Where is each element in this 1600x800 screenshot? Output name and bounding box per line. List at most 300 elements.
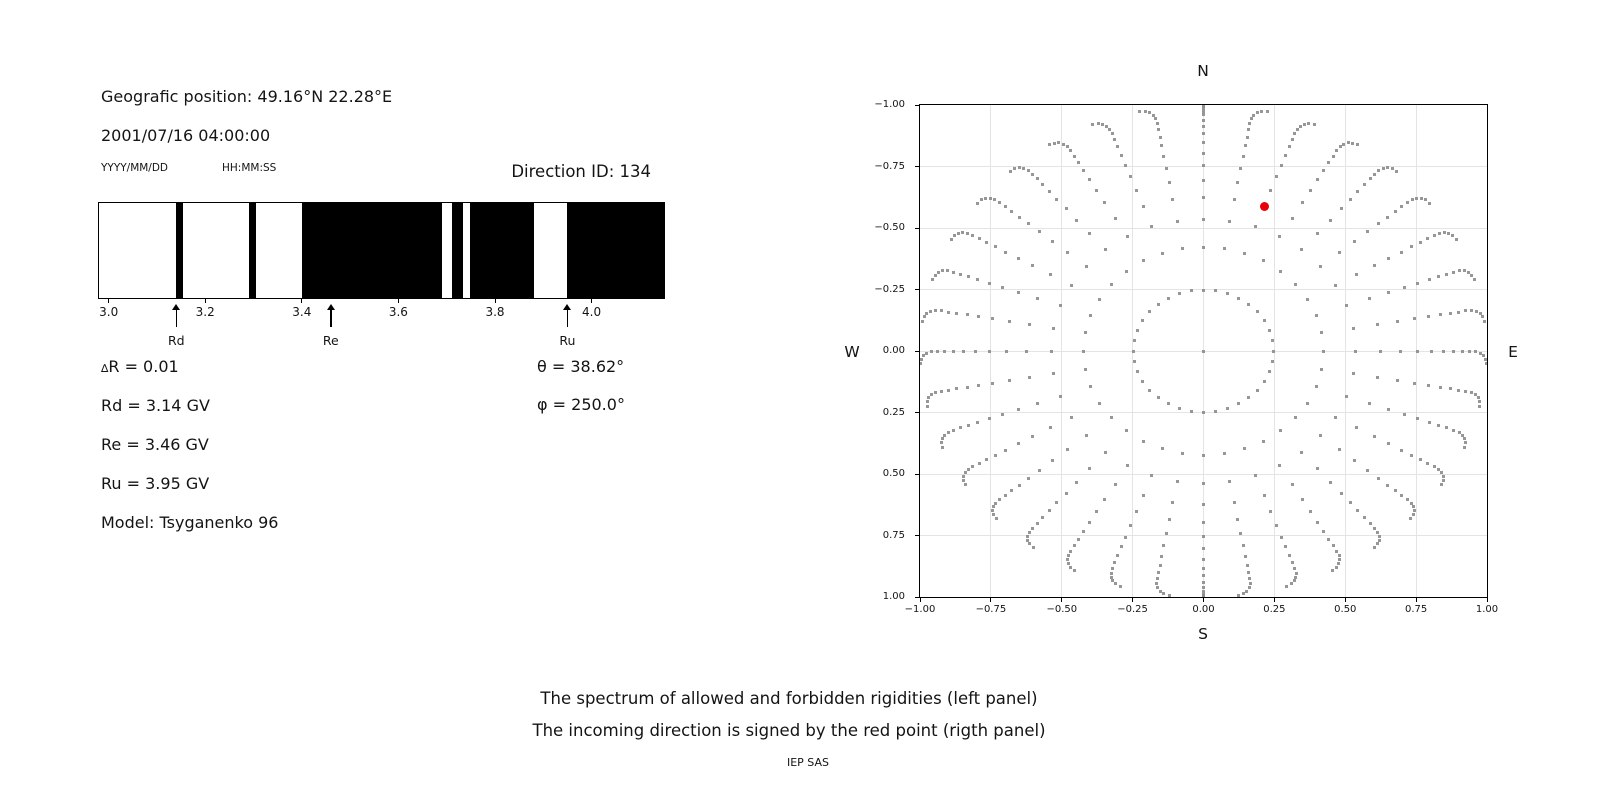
direction-dot <box>1088 521 1091 524</box>
direction-dot <box>1349 501 1352 504</box>
datetime-label: 2001/07/16 04:00:00 <box>101 126 271 145</box>
direction-dot <box>1202 113 1205 116</box>
direction-dot <box>1256 310 1259 313</box>
direction-dot <box>952 429 955 432</box>
direction-dot <box>930 393 933 396</box>
direction-dot <box>1351 142 1354 145</box>
direction-dot <box>1262 259 1265 262</box>
direction-dot <box>934 391 937 394</box>
x-tick-label: −0.75 <box>975 604 1007 615</box>
direction-dot <box>1052 327 1055 330</box>
y-tick-label: 0.75 <box>882 529 905 541</box>
direction-dot <box>1391 167 1394 170</box>
direction-dot <box>1101 123 1104 126</box>
direction-dot <box>1293 579 1296 582</box>
direction-dot <box>1243 447 1246 450</box>
direction-dot <box>1396 379 1399 382</box>
direction-dot <box>1338 251 1341 254</box>
direction-dot <box>1239 167 1242 170</box>
direction-dot <box>1055 198 1058 201</box>
direction-dot <box>1342 143 1345 146</box>
direction-dot <box>966 232 969 235</box>
direction-dot <box>962 475 965 478</box>
direction-dot <box>1329 481 1332 484</box>
x-tick-label: 1.00 <box>1475 604 1499 615</box>
cutoff-arrow-stem <box>176 310 178 327</box>
direction-dot <box>1379 350 1382 353</box>
direction-dot <box>1293 132 1296 135</box>
cutoff-arrow <box>557 304 577 327</box>
direction-dot <box>1214 289 1217 292</box>
direction-dot <box>1114 582 1117 585</box>
direction-dot <box>1457 389 1460 392</box>
direction-dot <box>947 431 950 434</box>
direction-dot <box>966 386 969 389</box>
direction-dot <box>1322 530 1325 533</box>
direction-dot <box>1202 246 1205 249</box>
y-tick-mark <box>915 166 919 167</box>
direction-dot <box>1237 594 1240 597</box>
direction-dot <box>1159 564 1162 567</box>
direction-dot <box>940 441 943 444</box>
direction-dot <box>1116 145 1119 148</box>
direction-dot <box>1413 317 1416 320</box>
direction-dot <box>1334 284 1337 287</box>
direction-dot <box>1181 452 1184 455</box>
direction-dot <box>1309 510 1312 513</box>
direction-dot <box>1373 264 1376 267</box>
direction-dot <box>1483 320 1486 323</box>
direction-dot <box>991 509 994 512</box>
direction-dot <box>1065 207 1068 210</box>
direction-dot <box>1088 178 1091 181</box>
direction-dot <box>1237 402 1240 405</box>
direction-dot <box>1236 518 1239 521</box>
direction-dot <box>1248 577 1251 580</box>
direction-dot <box>940 390 943 393</box>
direction-dot <box>1478 405 1481 408</box>
direction-dot <box>1017 257 1020 260</box>
direction-dot <box>962 350 965 353</box>
y-tick-mark <box>915 228 919 229</box>
direction-dot <box>977 384 980 387</box>
direction-dot <box>1148 310 1151 313</box>
direction-dot <box>1411 198 1414 201</box>
direction-dot <box>1228 480 1231 483</box>
direction-dot <box>1018 216 1021 219</box>
direction-dot <box>1473 278 1476 281</box>
direction-dot <box>1250 117 1253 120</box>
direction-dot <box>1237 297 1240 300</box>
y-tick-mark <box>915 535 919 536</box>
direction-dot <box>1377 477 1380 480</box>
direction-dot <box>1447 232 1450 235</box>
spectrum-axis-ticks <box>99 299 664 303</box>
direction-dot <box>1073 544 1076 547</box>
y-tick-label: 0.25 <box>882 406 905 418</box>
direction-dot <box>1202 350 1205 353</box>
x-tick-label: −0.50 <box>1046 604 1078 615</box>
direction-dot <box>1136 370 1139 373</box>
direction-dot <box>1437 424 1440 427</box>
y-tick-mark <box>915 351 919 352</box>
direction-dot <box>1202 141 1205 144</box>
direction-dot <box>1176 480 1179 483</box>
direction-dot <box>1148 111 1151 114</box>
direction-dot <box>1110 576 1113 579</box>
direction-dot <box>1091 123 1094 126</box>
direction-dot <box>1260 110 1263 113</box>
cutoff-arrow-label: Rd <box>167 333 185 348</box>
direction-dot <box>1327 538 1330 541</box>
direction-dot <box>1338 448 1341 451</box>
direction-dot <box>1291 217 1294 220</box>
direction-dot <box>1223 247 1226 250</box>
direction-dot <box>1050 350 1053 353</box>
direction-dot <box>1155 582 1158 585</box>
direction-dot <box>1027 169 1030 172</box>
direction-dot <box>1464 309 1467 312</box>
compass-south-label: S <box>1198 625 1208 643</box>
direction-dot <box>1084 331 1087 334</box>
direction-dot <box>1413 509 1416 512</box>
x-tick-label: 0.50 <box>1334 604 1357 615</box>
direction-dot <box>1284 154 1287 157</box>
direction-dot <box>1301 498 1304 501</box>
direction-dot <box>1387 442 1390 445</box>
direction-dot <box>1004 251 1007 254</box>
direction-dot <box>1026 535 1029 538</box>
cutoff-arrow-label: Re <box>322 333 339 348</box>
direction-dot <box>961 231 964 234</box>
spectrum-tick-label: 3.8 <box>485 305 505 319</box>
direction-dot <box>1356 190 1359 193</box>
direction-dot <box>1470 274 1473 277</box>
direction-dot <box>1481 315 1484 318</box>
direction-dot <box>1010 489 1013 492</box>
direction-dot <box>1366 469 1369 472</box>
direction-dot <box>1428 278 1431 281</box>
direction-dot <box>1120 545 1123 548</box>
direction-dot <box>1233 501 1236 504</box>
y-tick-mark <box>915 474 919 475</box>
direction-dot <box>1190 410 1193 413</box>
direction-dot <box>1202 586 1205 589</box>
direction-dot <box>1070 284 1073 287</box>
direction-dot <box>988 417 991 420</box>
direction-dot <box>1410 245 1413 248</box>
y-tick-label: −0.75 <box>874 160 905 172</box>
x-tick-mark <box>1274 598 1275 602</box>
spectrum-tick-mark <box>591 299 592 303</box>
direction-dot <box>1352 372 1355 375</box>
direction-dot <box>1098 298 1101 301</box>
y-tick-label: −0.25 <box>874 283 905 295</box>
direction-dot <box>929 310 932 313</box>
direction-dot <box>1001 413 1004 416</box>
direction-dot <box>1303 123 1306 126</box>
direction-x-ticks <box>920 598 1487 602</box>
direction-dot <box>1244 555 1247 558</box>
cutoff-arrow-stem <box>330 310 332 327</box>
direction-dot <box>1340 492 1343 495</box>
direction-dot <box>1133 339 1136 342</box>
direction-dot <box>1202 152 1205 155</box>
credit-label: IEP SAS <box>786 756 830 769</box>
direction-dot <box>1356 143 1359 146</box>
param-ru: Ru = 3.95 GV <box>101 474 210 493</box>
direction-dot <box>1345 395 1348 398</box>
direction-dot <box>1168 518 1171 521</box>
direction-dot <box>1386 484 1389 487</box>
direction-y-tick-labels <box>855 99 910 602</box>
direction-dot <box>1202 218 1205 221</box>
direction-dot <box>998 498 1001 501</box>
direction-dot <box>1017 408 1020 411</box>
direction-dot <box>980 198 983 201</box>
direction-dot <box>1382 167 1385 170</box>
direction-dot <box>1048 143 1051 146</box>
direction-dot <box>1108 128 1111 131</box>
direction-dot <box>1315 385 1318 388</box>
direction-dot <box>1353 459 1356 462</box>
direction-dot <box>1226 292 1229 295</box>
y-tick-label: 1.00 <box>882 591 905 602</box>
direction-dot <box>1202 558 1205 561</box>
y-tick-mark <box>915 412 919 413</box>
direction-dot <box>1088 467 1091 470</box>
direction-dot <box>1038 230 1041 233</box>
direction-dot <box>1032 546 1035 549</box>
direction-dot <box>1247 396 1250 399</box>
direction-dot <box>1114 217 1117 220</box>
spectrum-tick-label: 3.0 <box>99 305 119 319</box>
direction-dot <box>1082 350 1085 353</box>
direction-dot <box>1142 259 1145 262</box>
direction-id-label: Direction ID: 134 <box>511 162 651 181</box>
direction-dot <box>1363 183 1366 186</box>
direction-dot <box>959 426 962 429</box>
direction-dot <box>1165 167 1168 170</box>
direction-dot <box>1322 350 1325 353</box>
direction-dot <box>1316 467 1319 470</box>
direction-dot <box>1428 202 1431 205</box>
direction-dot <box>931 278 934 281</box>
direction-dot <box>1355 426 1358 429</box>
direction-dot <box>1335 566 1338 569</box>
direction-dot <box>1437 275 1440 278</box>
allowed-rigidity-band <box>567 203 664 298</box>
delta-symbol: ∆ <box>101 362 109 375</box>
direction-dot <box>971 465 974 468</box>
direction-dot <box>1202 574 1205 577</box>
direction-dot <box>1156 577 1159 580</box>
direction-dot <box>1038 469 1041 472</box>
direction-dot <box>1307 122 1310 125</box>
direction-dot <box>1202 521 1205 524</box>
direction-dot <box>1176 220 1179 223</box>
direction-dot <box>1399 350 1402 353</box>
direction-dot <box>1008 320 1011 323</box>
direction-dot <box>1138 110 1141 113</box>
direction-dot <box>1378 535 1381 538</box>
direction-dot <box>1412 505 1415 508</box>
direction-dot <box>1400 251 1403 254</box>
direction-dot <box>1406 201 1409 204</box>
spectrum-tick-mark <box>398 299 399 303</box>
direction-dot <box>1142 205 1145 208</box>
direction-dot <box>1084 368 1087 371</box>
direction-dot <box>1369 177 1372 180</box>
direction-dot <box>1373 435 1376 438</box>
direction-dot <box>1202 125 1205 128</box>
direction-dot <box>1066 448 1069 451</box>
direction-dot <box>1256 111 1259 114</box>
direction-dot <box>1294 416 1297 419</box>
direction-dot <box>1461 350 1464 353</box>
direction-dot <box>1202 164 1205 167</box>
direction-dot <box>1428 421 1431 424</box>
direction-dot <box>925 312 928 315</box>
direction-dot <box>1150 474 1153 477</box>
direction-dot <box>1162 544 1165 547</box>
direction-dot <box>1135 510 1138 513</box>
param-rd: Rd = 3.14 GV <box>101 396 210 415</box>
direction-dot <box>1470 309 1473 312</box>
direction-dot <box>1293 567 1296 570</box>
direction-dot <box>1004 205 1007 208</box>
direction-dot <box>1291 561 1294 564</box>
direction-dot <box>1242 155 1245 158</box>
y-tick-label: −1.00 <box>874 99 905 110</box>
y-tick-label: 0.00 <box>882 345 905 356</box>
direction-dot <box>921 320 924 323</box>
delta-r-value: R = 0.01 <box>108 357 179 376</box>
direction-dot <box>1202 503 1205 506</box>
direction-dot <box>1395 170 1398 173</box>
direction-dot <box>1236 181 1239 184</box>
direction-dot <box>1202 567 1205 570</box>
direction-dot <box>1352 327 1355 330</box>
direction-dot <box>1386 166 1389 169</box>
direction-dot <box>1018 484 1021 487</box>
direction-dot <box>1223 452 1226 455</box>
direction-dot <box>947 389 950 392</box>
direction-dot <box>1262 440 1265 443</box>
direction-dot <box>1075 481 1078 484</box>
direction-dot <box>1485 362 1488 365</box>
direction-dot <box>1036 177 1039 180</box>
direction-dot <box>955 387 958 390</box>
direction-dot <box>1041 183 1044 186</box>
direction-dot <box>1245 590 1248 593</box>
direction-dot <box>1132 350 1135 353</box>
direction-dot <box>1442 475 1445 478</box>
direction-dot <box>1125 429 1128 432</box>
direction-dot <box>959 273 962 276</box>
y-tick-label: −0.50 <box>874 222 905 233</box>
direction-dot <box>1103 201 1106 204</box>
direction-dot <box>1288 554 1291 557</box>
direction-dot <box>1028 323 1031 326</box>
direction-dot <box>1059 304 1062 307</box>
allowed-rigidity-band <box>176 203 183 298</box>
direction-dot <box>1320 331 1323 334</box>
spectrum-tick-mark <box>205 299 206 303</box>
direction-dot <box>1322 169 1325 172</box>
direction-dot <box>934 274 937 277</box>
allowed-rigidity-band <box>302 203 442 298</box>
direction-dot <box>1338 558 1341 561</box>
compass-east-label: E <box>1508 343 1518 361</box>
direction-dot <box>1300 451 1303 454</box>
direction-dot <box>1369 522 1372 525</box>
caption-line-1: The spectrum of allowed and forbidden rigidities (left panel) <box>540 689 1038 708</box>
direction-dot <box>1349 198 1352 201</box>
direction-dot <box>1167 297 1170 300</box>
direction-dot <box>1306 298 1309 301</box>
direction-dot <box>994 502 997 505</box>
direction-dot <box>1110 416 1113 419</box>
cutoff-arrow-label: Ru <box>559 333 576 348</box>
direction-dot <box>1445 426 1448 429</box>
direction-dot <box>1181 247 1184 250</box>
direction-dot <box>1440 471 1443 474</box>
direction-dot <box>1442 479 1445 482</box>
direction-dot <box>1373 173 1376 176</box>
direction-dot <box>1363 516 1366 519</box>
direction-dot <box>947 311 950 314</box>
direction-dot <box>1295 572 1298 575</box>
direction-dot <box>994 245 997 248</box>
direction-dot <box>1463 446 1466 449</box>
direction-dot <box>1062 143 1065 146</box>
direction-dot <box>922 354 925 357</box>
date-format-hint: YYYY/MM/DD <box>101 162 169 174</box>
direction-dot <box>1202 482 1205 485</box>
direction-dot <box>1291 138 1294 141</box>
spectrum-tick-mark <box>108 299 109 303</box>
direction-dot <box>1110 283 1113 286</box>
direction-dot <box>1136 329 1139 332</box>
direction-dot <box>1113 138 1116 141</box>
y-tick-mark <box>915 105 919 106</box>
direction-dot <box>1066 558 1069 561</box>
direction-dot <box>989 197 992 200</box>
direction-dot <box>1412 513 1415 516</box>
direction-dot <box>1452 271 1455 274</box>
direction-dot <box>1269 510 1272 513</box>
time-format-hint: HH:MM:SS <box>222 162 277 174</box>
direction-dot <box>1299 125 1302 128</box>
direction-dot <box>1420 197 1423 200</box>
direction-dot <box>1377 169 1380 172</box>
direction-dot <box>1116 554 1119 557</box>
direction-dot <box>1120 154 1123 157</box>
direction-dot <box>1036 522 1039 525</box>
direction-dot <box>1410 502 1413 505</box>
direction-dot <box>1285 585 1288 588</box>
spectrum-tick-label: 3.4 <box>292 305 312 319</box>
direction-dot <box>1284 545 1287 548</box>
direction-dot <box>1077 161 1080 164</box>
direction-dot <box>1157 303 1160 306</box>
direction-dot <box>991 382 994 385</box>
direction-dot <box>1055 501 1058 504</box>
direction-dot <box>1202 179 1205 182</box>
direction-dot <box>1052 372 1055 375</box>
direction-dot <box>1041 516 1044 519</box>
